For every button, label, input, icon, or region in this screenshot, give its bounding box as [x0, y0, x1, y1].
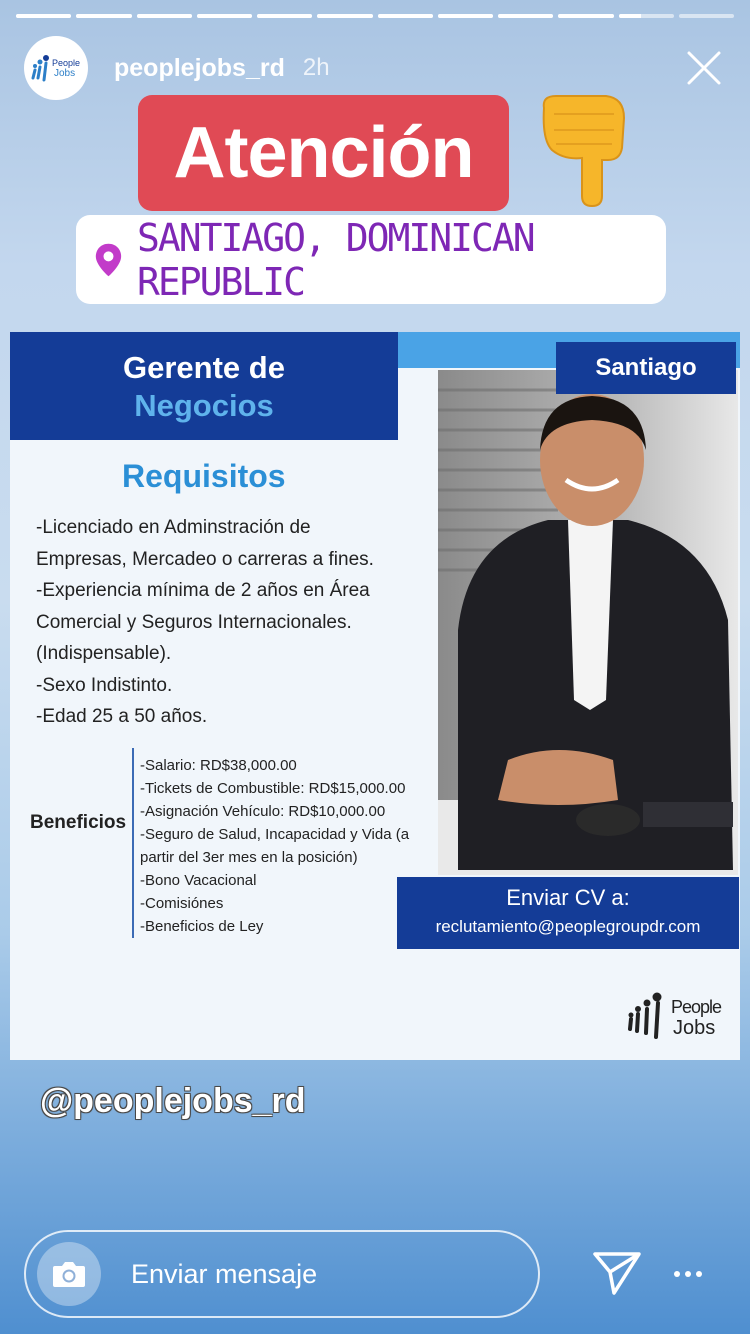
story-progress-segment — [438, 14, 493, 18]
people-jobs-poster-logo — [625, 987, 730, 1042]
requirement-line: -Experiencia mínima de 2 años en Área — [36, 580, 370, 601]
svg-text:People: People — [52, 58, 81, 68]
benefit-line: -Salario: RD$38,000.00 — [140, 757, 297, 774]
mention-sticker[interactable]: @peoplejobs_rd — [40, 1082, 306, 1120]
requirement-line: -Sexo Indistinto. — [36, 674, 173, 696]
story-progress-segment — [558, 14, 613, 18]
avatar[interactable] — [24, 36, 88, 100]
story-progress-segment — [378, 14, 433, 18]
requirement-line: (Indispensable). — [36, 643, 172, 664]
requirement-line: -Licenciado en Adminstración de — [36, 517, 311, 538]
dot-icon — [685, 1271, 691, 1277]
people-jobs-logo-icon — [28, 48, 84, 88]
benefits-label: Beneficios — [30, 812, 127, 833]
story-progress-segment — [76, 14, 131, 18]
benefits-divider — [132, 748, 134, 938]
job-title-box — [10, 332, 398, 440]
story-progress-segment — [619, 14, 674, 18]
benefit-line: -Comisiónes — [140, 895, 224, 912]
pointing-down-emoji-icon — [534, 88, 634, 208]
message-placeholder: Enviar mensaje — [131, 1258, 318, 1289]
story-username[interactable]: peoplejobs_rd — [114, 53, 285, 82]
more-options-button[interactable] — [674, 1260, 710, 1288]
story-progress-segment — [498, 14, 553, 18]
close-icon[interactable] — [686, 50, 722, 86]
benefit-line: -Bono Vacacional — [140, 872, 257, 889]
story-progress-segment — [197, 14, 252, 18]
send-cv-label: Enviar CV a: — [506, 885, 630, 910]
story-progress-bar — [16, 14, 734, 18]
benefit-line: -Seguro de Salud, Incapacidad y Vida (a — [140, 826, 410, 843]
benefit-line: -Asignación Vehículo: RD$10,000.00 — [140, 803, 386, 820]
candidate-photo — [438, 370, 738, 875]
camera-button[interactable] — [37, 1242, 101, 1306]
send-direct-icon[interactable] — [592, 1250, 642, 1296]
story-progress-segment — [679, 14, 734, 18]
requirement-line: Empresas, Mercadeo o carreras a fines. — [36, 548, 374, 570]
story-progress-segment — [317, 14, 372, 18]
location-sticker[interactable] — [76, 215, 666, 304]
camera-icon — [52, 1260, 86, 1288]
benefit-line: partir del 3er mes en la posición) — [140, 849, 358, 866]
cv-email: reclutamiento@peoplegroupdr.com — [435, 917, 701, 936]
dot-icon — [696, 1271, 702, 1277]
requirements-title: Requisitos — [122, 458, 286, 494]
benefits-list — [140, 754, 440, 938]
story-progress-segment — [16, 14, 71, 18]
location-text: SANTIAGO, DOMINICAN REPUBLIC — [136, 215, 534, 304]
benefit-line: -Beneficios de Ley — [140, 918, 264, 935]
svg-text:Jobs: Jobs — [54, 68, 76, 79]
job-poster — [10, 332, 740, 1060]
dot-icon — [674, 1271, 680, 1277]
svg-text:Jobs: Jobs — [673, 1017, 716, 1039]
requirement-line: Comercial y Seguros Internacionales. — [36, 611, 352, 633]
attention-sticker: Atención — [138, 95, 509, 211]
svg-text:People: People — [671, 997, 722, 1017]
story-progress-segment — [257, 14, 312, 18]
story-time: 2h — [302, 54, 330, 81]
story-footer — [24, 1230, 726, 1318]
requirement-line: -Edad 25 a 50 años. — [36, 706, 208, 727]
city-badge: Santiago — [556, 342, 736, 394]
location-pin-icon — [94, 240, 123, 280]
message-input[interactable] — [24, 1230, 540, 1318]
job-title-line1: Gerente de — [123, 350, 285, 385]
requirements-list — [36, 512, 436, 733]
job-title-line2: Negocios — [134, 388, 274, 423]
benefit-line: -Tickets de Combustible: RD$15,000.00 — [140, 780, 406, 797]
story-progress-segment — [137, 14, 192, 18]
send-cv-box — [397, 877, 739, 949]
